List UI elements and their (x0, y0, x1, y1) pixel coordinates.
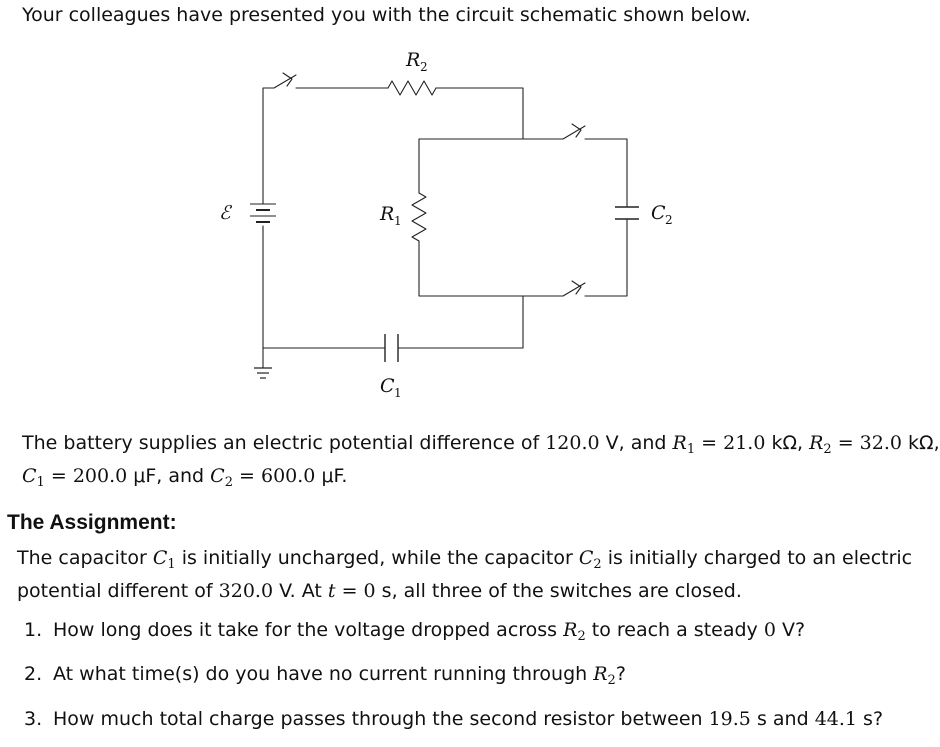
question-2: 2. At what time(s) do you have no current running through $R_2$? (24, 663, 626, 688)
wire-c2-bottom (589, 219, 627, 296)
wire-c2-top (589, 139, 627, 207)
label-r1-sub: 1 (394, 214, 402, 228)
wire-bottom-right (398, 296, 523, 348)
label-r1: R (380, 203, 395, 225)
label-c2: C (651, 202, 666, 224)
given-values-paragraph: The battery supplies an electric potential difference of 120.0 V, and $R_1 = 21.0$ kΩ, $R_2 = 32.0$ kΩ, $C_1 = 200.0$ μF, and $C_2 = 600.0$ μF. (22, 432, 940, 490)
switch-top-left (274, 73, 300, 88)
intro-text: Your colleagues have presented you with the circuit schematic shown below. (22, 4, 751, 26)
label-r2-sub: 2 (420, 60, 428, 74)
battery (250, 204, 276, 222)
label-c1-sub: 1 (394, 386, 402, 400)
assignment-heading: The Assignment: (7, 511, 177, 534)
capacitor-c2 (615, 207, 639, 219)
wire-r1-vertical-bottom (419, 241, 563, 296)
capacitor-c1 (385, 334, 398, 362)
assignment-paragraph: The capacitor $C_1$ is initially uncharged, while the capacitor $C_2$ is initially charged to an electric potential different of 320.0 V. At t = 0 s, all three of the switches are closed. (17, 547, 913, 602)
wire-top-right (436, 88, 523, 139)
wire-bottom-left (263, 348, 385, 368)
question-3: 3. How much total charge passes through the second resistor between 19.5 s and 44.1 s? (24, 708, 884, 730)
label-c1: C (380, 375, 395, 397)
question-1: 1. How long does it take for the voltage dropped across $R_2$ to reach a steady 0 V? (24, 619, 806, 644)
wire-left-top (263, 88, 274, 204)
switch-bottom-right (563, 281, 589, 296)
label-c2-sub: 2 (665, 213, 673, 227)
resistor-r2 (388, 81, 436, 95)
ground-symbol (254, 368, 272, 378)
resistor-r1 (412, 193, 426, 241)
label-emf: ℰ (219, 202, 231, 224)
label-r2: R (406, 49, 421, 71)
switch-middle-right (563, 124, 589, 139)
